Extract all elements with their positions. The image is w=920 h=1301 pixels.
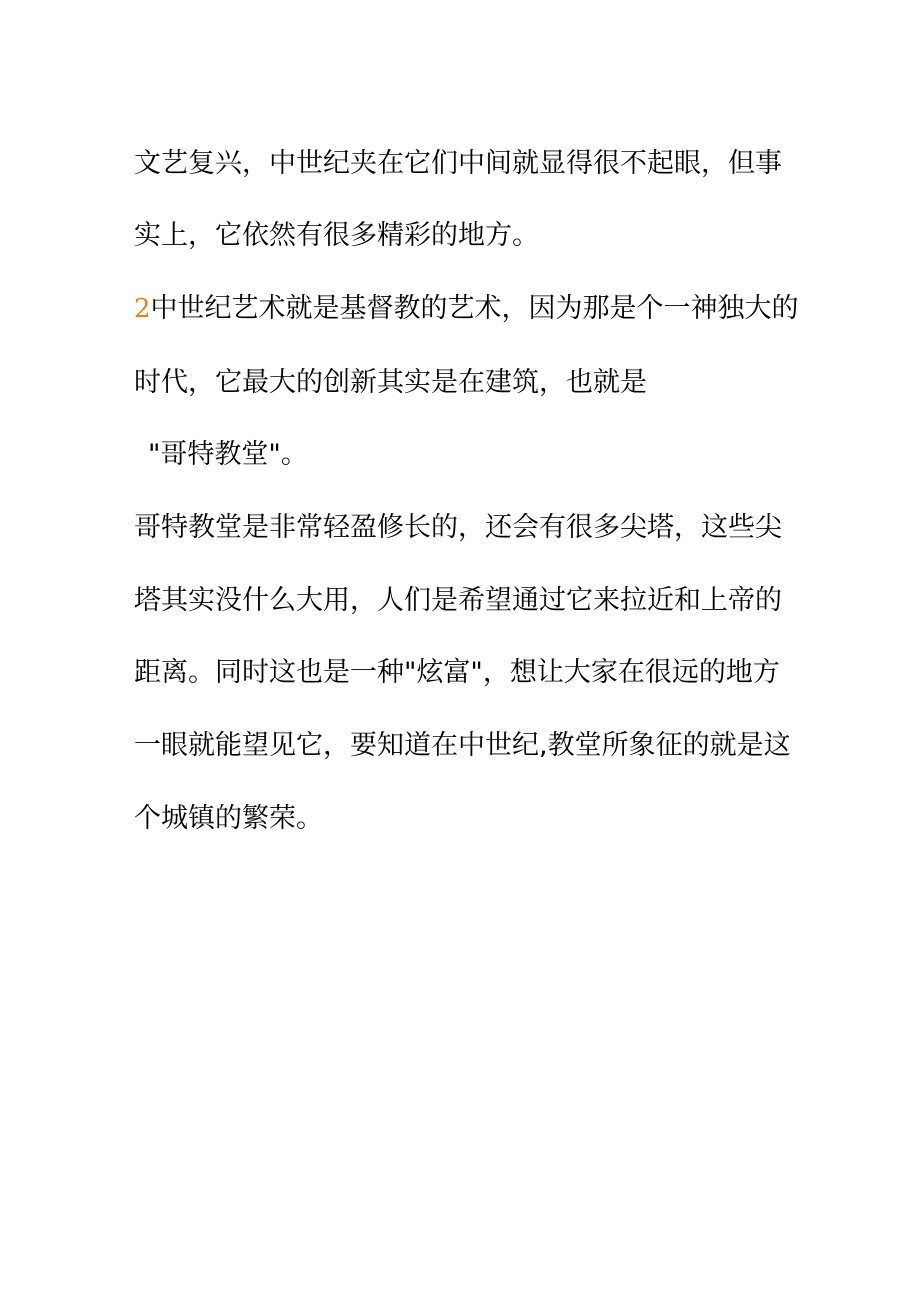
paragraph-1-line-1: 文艺复兴，中世纪夹在它们中间就显得很不起眼，但事 (134, 148, 782, 179)
paragraph-2-line-1 (134, 291, 799, 327)
paragraph-number: 2 (134, 294, 151, 324)
paragraph-2-line-3: "哥特教堂"。 (148, 439, 308, 470)
paragraph-3-line-4: 一眼就能望见它，要知道在中世纪,教堂所象征的就是这 (134, 730, 791, 761)
paragraph-2-line-1-text: 中世纪艺术就是基督教的艺术，因为那是个一神独大的 (150, 293, 799, 324)
paragraph-3-line-3: 距离。同时这也是一种"炫富"，想让大家在很远的地方 (134, 657, 780, 688)
paragraph-3-line-2: 塔其实没什么大用，人们是希望通过它来拉近和上帝的 (134, 585, 782, 616)
paragraph-3-line-5: 个城镇的繁荣。 (134, 803, 323, 834)
paragraph-2-line-2: 时代，它最大的创新其实是在建筑，也就是 (134, 367, 647, 398)
paragraph-3-line-1: 哥特教堂是非常轻盈修长的，还会有很多尖塔，这些尖 (134, 512, 782, 543)
paragraph-1-line-2: 实上，它依然有很多精彩的地方。 (134, 220, 539, 251)
